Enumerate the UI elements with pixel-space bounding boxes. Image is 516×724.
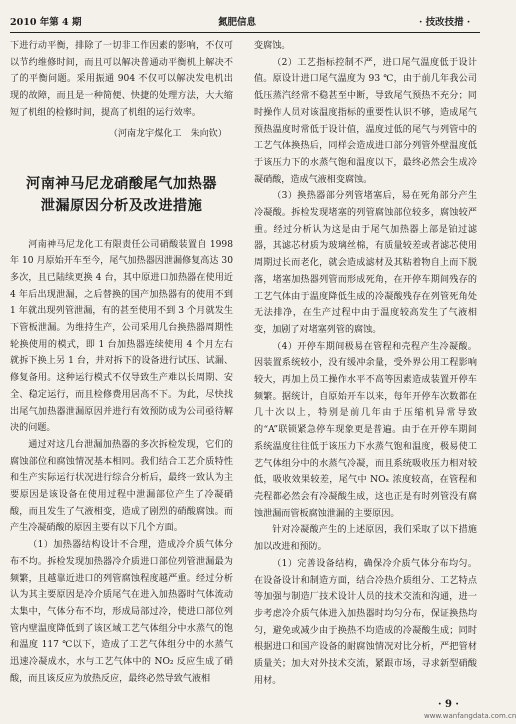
body-paragraph: （4）开停车期间极易在管程和壳程产生冷凝酸。因装置系统较小，没有缓冲余量，受外界公用工程影响较大，再加上员工操作水平不高等因素造成装置开停车频繁。据统计，自原始开车以来，每年开停车次数都在几十次以上，特别是前几年由于压缩机异常导致的“A”联锁紧急停车现象更是普遍。由于在开停车期间系统温度往往低于该压力下水蒸气饱和温度，极易使工艺气体组分中的水蒸气冷凝，而且系统吸收压力相对较低，吸收效果较差，尾气中 NOₓ 浓度较高，在管程和壳程都必然会有冷凝酸生成，这也正是有时列管没有腐蚀泄漏而管板腐蚀泄漏的主要原因。 [254, 341, 477, 519]
journal-name: 氮肥信息 [218, 17, 257, 28]
article-title-line-1: 河南神马尼龙硝酸尾气加热器 [26, 175, 217, 192]
intro-paragraph: 下进行动平衡，排除了一切非工作因素的影响，不仅可以节约维修时间，而且可以解决普通动平衡机上解决不了的平衡问题。采用振通 904 不仅可以解决发电机出现的故障，而且是一种简便、快捷的处理方法，大大缩短了机组的检修时间，提高了机组的运行效率。 [10, 41, 233, 118]
section-label: · 技改技措 · [419, 17, 471, 28]
page-header [0, 0, 490, 36]
body-paragraph: 通过对这几台泄漏加热器的多次拆检发现，它们的腐蚀部位和腐蚀情况基本相同。我们结合工艺介质特性和生产实际运行状况进行综合分析后，最终一致认为主要原因是该设备在使用过程中泄漏部位产生了冷凝硝酸，而且发生了气液相变，造成了剧烈的硝酸腐蚀。而产生冷凝硝酸的原因主要有以下几个方面。 [10, 439, 233, 534]
article-title [10, 173, 233, 217]
author-signature: （河南龙宇煤化工 朱向钦） [108, 128, 227, 139]
body-paragraph: 河南神马尼龙化工有限责任公司硝酸装置自 1998 年 10 月原始开车至今，尾气加热器因泄漏修复高达 30 多次，且已陆续更换 4 台，其中原进口加热器在使用近 4 年后出现泄漏，之后替换的国产加热器有的使用不到 1 年就出现列管泄漏，有的甚至使用不到 3 个月就发生下管板泄漏。为维持生产，公司采用几台换热器周期性轮换使用的模式，即 1 台加热器连续使用 4 个月左右就拆下换上另 1 台，并对拆下的设备进行试压、试漏、修复备用。这种运行模式不仅导致生产难以长周期、安全、稳定运行，而且检修费用居高不下。为此，尽快找出尾气加热器泄漏原因并进行有效预防成为公司亟待解决的问题。 [10, 239, 233, 434]
continuation-text: 变腐蚀。 [254, 41, 291, 51]
left-column [10, 38, 233, 688]
issue-label: 2010 年第 4 期 [10, 17, 82, 28]
body-paragraph: （2）工艺指标控制不严，进口尾气温度低于设计值。原设计进口尾气温度为 93 ℃，由于前几年我公司低压蒸汽经常不稳甚至中断，导致尾气预热不充分；同时操作人员对该温度指标的重要性认识不够，造成尾气预热温度时常低于设计值，温度过低的尾气与列管中的工艺气体换热后，同样会造成进口部分列管外壁温度低于该压力下的水蒸气饱和温度以下，最终必然会生成冷凝硝酸，造成气液相变腐蚀。 [254, 57, 477, 185]
article-title-line-2: 泄漏原因分析及改进措施 [40, 197, 203, 214]
body-paragraph: （3）换热器部分列管堵塞后，易在死角部分产生冷凝酸。拆检发现堵塞的列管腐蚀部位较多，腐蚀较严重。经过分析认为这是由于尾气加热器上部是铂过滤器，其滤芯材质为玻璃丝棉，有质量较差或者滤芯使用周期过长而老化，就会造成滤材及其粘着物自上而下脱落，堵塞加热器列管而形成死角，在开停车期间残存的工艺气体由于温度降低生成的冷凝酸残存在列管死角处无法排净，在生产过程中由于温度较高发生了气液相变，加剧了对堵塞列管的腐蚀。 [254, 191, 477, 335]
header-rule [10, 32, 480, 33]
watermark: www.wanfangdata.com.cn [424, 712, 516, 720]
body-paragraph: （1）加热器结构设计不合理，造成冷介质气体分布不均。拆检发现加热器冷介质进口部位列管泄漏最为频繁，且越靠近进口的列管腐蚀程度越严重。经过分析认为其主要原因是冷介质尾气在进入加热器时气体流动太集中，气体分布不均，形成局部过冷，使进口部位列管内壁温度降低到了该区域工艺气体组分中水蒸气的饱和温度 117 ℃以下，造成了工艺气体组分中的水蒸气迅速冷凝成水，水与工艺气体中的 NO₂ 反应生成了硝酸，而且该反应为放热反应，最终必然导致气液相 [10, 540, 233, 684]
body-paragraph: 针对冷凝酸产生的上述原因，我们采取了以下措施加以改进和预防。 [254, 525, 477, 553]
page-number: · 9 · [438, 699, 459, 710]
body-paragraph: （1）完善设备结构，确保冷介质气体分布均匀。在设备设计和制造方面，结合冷热介质组分、工艺特点等加强与制造厂技术设计人员的技术交流和沟通，进一步考虑冷介质气体进入加热器时均匀分布，保证换热均匀，避免或减少由于换热不均造成的冷凝酸生成；同时根据进口和国产设备的耐腐蚀情况对比分析，严把管材质量关；加大对外技术交流，紧跟市场，寻求新型硝酸用材。 [254, 558, 477, 686]
right-column [254, 38, 477, 689]
